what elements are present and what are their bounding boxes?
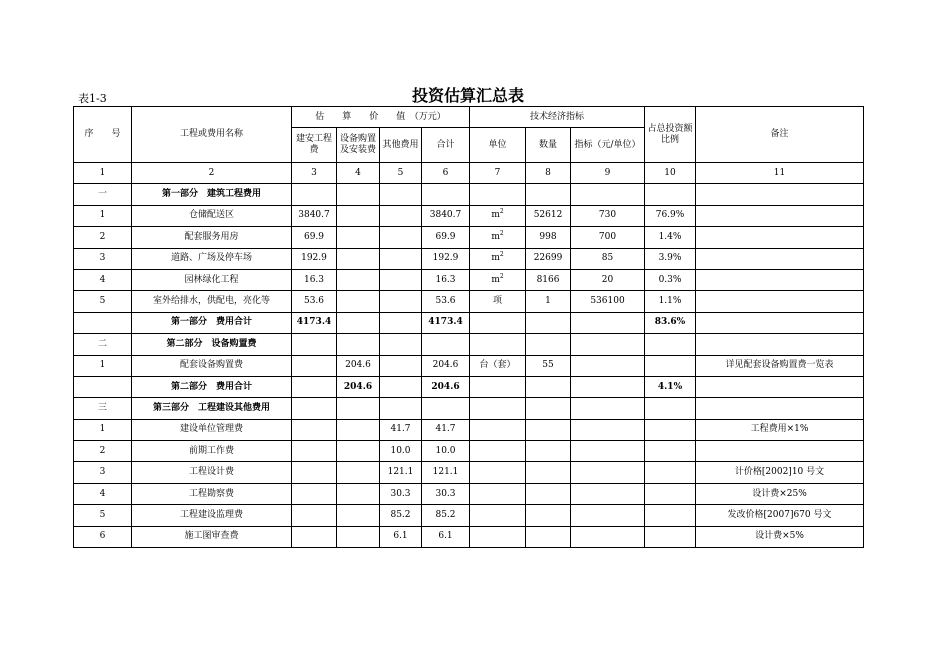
- table-row: [74, 227, 864, 248]
- cell-other-cost: 41.7: [380, 419, 422, 440]
- cell-index: [571, 184, 645, 205]
- cell-seq: 6: [74, 526, 132, 547]
- cell-construction-cost: [292, 184, 337, 205]
- cell-unit: [470, 441, 526, 462]
- table-row: [74, 441, 864, 462]
- cell-ratio: 76.9%: [645, 205, 696, 226]
- cell-name: 园林绿化工程: [132, 269, 292, 290]
- cell-total: 41.7: [422, 419, 470, 440]
- header-quantity: 数量: [526, 128, 571, 163]
- cell-equipment-cost: [337, 483, 380, 504]
- cell-index: [571, 483, 645, 504]
- cell-equipment-cost: [337, 526, 380, 547]
- cell-total: [422, 184, 470, 205]
- cell-name: 前期工作费: [132, 441, 292, 462]
- cell-name: 第二部分 费用合计: [132, 376, 292, 397]
- cell-unit: [470, 505, 526, 526]
- column-number: 8: [526, 163, 571, 184]
- cell-remark: [696, 269, 864, 290]
- header-unit: 单位: [470, 128, 526, 163]
- cell-equipment-cost: [337, 205, 380, 226]
- cell-remark: [696, 227, 864, 248]
- table-row: [74, 419, 864, 440]
- column-number: 6: [422, 163, 470, 184]
- cell-remark: [696, 291, 864, 312]
- table-row: [74, 398, 864, 419]
- cell-name: 第一部分 费用合计: [132, 312, 292, 333]
- cell-remark: [696, 184, 864, 205]
- cell-name: 第三部分 工程建设其他费用: [132, 398, 292, 419]
- cell-total: 16.3: [422, 269, 470, 290]
- cell-total: 30.3: [422, 483, 470, 504]
- cell-quantity: [526, 526, 571, 547]
- cell-other-cost: 10.0: [380, 441, 422, 462]
- column-number: 10: [645, 163, 696, 184]
- cell-name: 建设单位管理费: [132, 419, 292, 440]
- cell-total: 10.0: [422, 441, 470, 462]
- cell-equipment-cost: 204.6: [337, 376, 380, 397]
- cell-quantity: 1: [526, 291, 571, 312]
- cell-ratio: [645, 398, 696, 419]
- cell-other-cost: 6.1: [380, 526, 422, 547]
- cell-construction-cost: [292, 483, 337, 504]
- table-number: 表1-3: [78, 92, 107, 105]
- table-row: [74, 376, 864, 397]
- column-number: 1: [74, 163, 132, 184]
- table-row: [74, 483, 864, 504]
- cell-ratio: [645, 526, 696, 547]
- cell-remark: 计价格[2002]10 号文: [696, 462, 864, 483]
- cell-index: [571, 355, 645, 376]
- cell-ratio: [645, 184, 696, 205]
- header-equipment-cost: 设备购置及安装费: [337, 128, 380, 163]
- cell-unit: [470, 334, 526, 355]
- column-number: 3: [292, 163, 337, 184]
- cell-ratio: [645, 419, 696, 440]
- cell-ratio: [645, 462, 696, 483]
- cell-other-cost: 30.3: [380, 483, 422, 504]
- cell-remark: [696, 441, 864, 462]
- cell-name: 工程设计费: [132, 462, 292, 483]
- cell-name: 配套服务用房: [132, 227, 292, 248]
- cell-unit: [470, 526, 526, 547]
- cell-other-cost: [380, 248, 422, 269]
- cell-index: [571, 505, 645, 526]
- table-row: [74, 462, 864, 483]
- cell-remark: [696, 205, 864, 226]
- cell-unit: [470, 312, 526, 333]
- cell-total: [422, 398, 470, 419]
- cell-construction-cost: [292, 355, 337, 376]
- cell-index: [571, 334, 645, 355]
- cell-total: 53.6: [422, 291, 470, 312]
- cell-total: [422, 334, 470, 355]
- column-number: 11: [696, 163, 864, 184]
- cell-ratio: 1.1%: [645, 291, 696, 312]
- cell-remark: 详见配套设备购置费一览表: [696, 355, 864, 376]
- cell-seq: [74, 312, 132, 333]
- cell-construction-cost: 69.9: [292, 227, 337, 248]
- cell-index: 20: [571, 269, 645, 290]
- cell-quantity: 22699: [526, 248, 571, 269]
- cell-remark: 设计费×5%: [696, 526, 864, 547]
- cell-index: [571, 376, 645, 397]
- cell-seq: 3: [74, 462, 132, 483]
- cell-unit: 项: [470, 291, 526, 312]
- cell-total: 204.6: [422, 355, 470, 376]
- cell-quantity: [526, 441, 571, 462]
- cell-other-cost: [380, 376, 422, 397]
- cell-remark: 发改价格[2007]670 号文: [696, 505, 864, 526]
- cell-other-cost: [380, 184, 422, 205]
- column-number: 7: [470, 163, 526, 184]
- column-number-row: [74, 163, 864, 184]
- cell-unit: [470, 184, 526, 205]
- header-name: 工程或费用名称: [132, 107, 292, 163]
- cell-ratio: [645, 441, 696, 462]
- header-estimate-group: 估 算 价 值 （万元）: [292, 107, 470, 128]
- cell-quantity: 55: [526, 355, 571, 376]
- cell-seq: 二: [74, 334, 132, 355]
- cell-ratio: 0.3%: [645, 269, 696, 290]
- cell-seq: 一: [74, 184, 132, 205]
- cell-equipment-cost: [337, 291, 380, 312]
- cell-remark: [696, 312, 864, 333]
- table-row: [74, 291, 864, 312]
- table-row: [74, 312, 864, 333]
- cell-equipment-cost: [337, 227, 380, 248]
- cell-name: 室外给排水，供配电，亮化等: [132, 291, 292, 312]
- cell-ratio: 1.4%: [645, 227, 696, 248]
- cell-seq: 1: [74, 205, 132, 226]
- header-remark: 备注: [696, 107, 864, 163]
- cell-unit: $m^2$: [470, 269, 526, 290]
- cell-construction-cost: 53.6: [292, 291, 337, 312]
- cell-ratio: [645, 334, 696, 355]
- cell-name: 道路、广场及停车场: [132, 248, 292, 269]
- cell-quantity: [526, 398, 571, 419]
- cell-equipment-cost: [337, 248, 380, 269]
- cell-index: 730: [571, 205, 645, 226]
- page-title: 投资估算汇总表: [411, 86, 524, 105]
- cell-seq: 5: [74, 505, 132, 526]
- table-row: [74, 269, 864, 290]
- cell-other-cost: 121.1: [380, 462, 422, 483]
- cell-unit: [470, 419, 526, 440]
- cell-other-cost: 85.2: [380, 505, 422, 526]
- cell-quantity: [526, 483, 571, 504]
- table-row: [74, 334, 864, 355]
- table-row: [74, 355, 864, 376]
- cell-ratio: [645, 355, 696, 376]
- cell-name: 第二部分 设备购置费: [132, 334, 292, 355]
- cell-name: 第一部分 建筑工程费用: [132, 184, 292, 205]
- cell-construction-cost: 16.3: [292, 269, 337, 290]
- cell-quantity: 8166: [526, 269, 571, 290]
- cell-seq: [74, 376, 132, 397]
- cell-other-cost: [380, 312, 422, 333]
- cell-unit: [470, 376, 526, 397]
- cell-name: 工程建设监理费: [132, 505, 292, 526]
- cell-construction-cost: [292, 526, 337, 547]
- cell-equipment-cost: [337, 398, 380, 419]
- cell-index: 85: [571, 248, 645, 269]
- cell-construction-cost: [292, 398, 337, 419]
- cell-total: 6.1: [422, 526, 470, 547]
- cell-unit: [470, 462, 526, 483]
- cell-ratio: [645, 483, 696, 504]
- cell-remark: [696, 376, 864, 397]
- cell-name: 施工图审查费: [132, 526, 292, 547]
- cell-total: 121.1: [422, 462, 470, 483]
- cell-unit: [470, 483, 526, 504]
- cell-ratio: 4.1%: [645, 376, 696, 397]
- cell-construction-cost: 3840.7: [292, 205, 337, 226]
- table-row: [74, 526, 864, 547]
- cell-index: [571, 526, 645, 547]
- table-row: [74, 184, 864, 205]
- cell-seq: 2: [74, 441, 132, 462]
- cell-quantity: [526, 184, 571, 205]
- cell-name: 工程勘察费: [132, 483, 292, 504]
- cell-seq: 5: [74, 291, 132, 312]
- cell-quantity: 52612: [526, 205, 571, 226]
- cell-construction-cost: 192.9: [292, 248, 337, 269]
- column-number: 9: [571, 163, 645, 184]
- column-number: 5: [380, 163, 422, 184]
- cell-other-cost: [380, 355, 422, 376]
- cell-seq: 4: [74, 269, 132, 290]
- cell-construction-cost: [292, 334, 337, 355]
- table-row: [74, 505, 864, 526]
- cell-quantity: 998: [526, 227, 571, 248]
- cell-quantity: [526, 505, 571, 526]
- cell-seq: 4: [74, 483, 132, 504]
- cell-quantity: [526, 376, 571, 397]
- cell-total: 85.2: [422, 505, 470, 526]
- cell-total: 204.6: [422, 376, 470, 397]
- header-tech-group: 技术经济指标: [470, 107, 645, 128]
- cell-construction-cost: [292, 462, 337, 483]
- cell-remark: [696, 398, 864, 419]
- cell-seq: 2: [74, 227, 132, 248]
- cell-remark: 设计费×25%: [696, 483, 864, 504]
- header-index: 指标（元/单位）: [571, 128, 645, 163]
- cell-index: [571, 419, 645, 440]
- column-number: 4: [337, 163, 380, 184]
- cell-equipment-cost: [337, 505, 380, 526]
- cell-unit: 台（套）: [470, 355, 526, 376]
- cell-remark: [696, 248, 864, 269]
- cell-index: 536100: [571, 291, 645, 312]
- cell-quantity: [526, 334, 571, 355]
- table-row: [74, 248, 864, 269]
- cell-total: 192.9: [422, 248, 470, 269]
- cell-quantity: [526, 312, 571, 333]
- cell-equipment-cost: 204.6: [337, 355, 380, 376]
- cell-equipment-cost: [337, 441, 380, 462]
- cell-total: 3840.7: [422, 205, 470, 226]
- cell-ratio: 83.6%: [645, 312, 696, 333]
- cell-other-cost: [380, 205, 422, 226]
- cell-equipment-cost: [337, 184, 380, 205]
- cell-name: 仓储配送区: [132, 205, 292, 226]
- cell-construction-cost: [292, 419, 337, 440]
- cell-index: [571, 441, 645, 462]
- cell-name: 配套设备购置费: [132, 355, 292, 376]
- cell-unit: $m^2$: [470, 205, 526, 226]
- cell-equipment-cost: [337, 334, 380, 355]
- header-seq: 序 号: [74, 107, 132, 163]
- cell-construction-cost: [292, 376, 337, 397]
- cell-construction-cost: [292, 441, 337, 462]
- cell-quantity: [526, 419, 571, 440]
- cell-equipment-cost: [337, 462, 380, 483]
- cell-total: 4173.4: [422, 312, 470, 333]
- cell-remark: [696, 334, 864, 355]
- header-total: 合计: [422, 128, 470, 163]
- cell-seq: 三: [74, 398, 132, 419]
- cell-construction-cost: [292, 505, 337, 526]
- cell-seq: 1: [74, 355, 132, 376]
- cell-ratio: [645, 505, 696, 526]
- cell-quantity: [526, 462, 571, 483]
- cell-other-cost: [380, 398, 422, 419]
- cell-other-cost: [380, 291, 422, 312]
- cell-equipment-cost: [337, 269, 380, 290]
- cell-total: 69.9: [422, 227, 470, 248]
- cell-unit: $m^2$: [470, 248, 526, 269]
- table-row: [74, 205, 864, 226]
- cell-construction-cost: 4173.4: [292, 312, 337, 333]
- column-number: 2: [132, 163, 292, 184]
- cell-ratio: 3.9%: [645, 248, 696, 269]
- cell-unit: [470, 398, 526, 419]
- cell-equipment-cost: [337, 312, 380, 333]
- cell-unit: $m^2$: [470, 227, 526, 248]
- cell-index: 700: [571, 227, 645, 248]
- cell-equipment-cost: [337, 419, 380, 440]
- cell-index: [571, 398, 645, 419]
- cell-index: [571, 462, 645, 483]
- header-ratio: 占总投资额比例: [645, 107, 696, 163]
- cell-other-cost: [380, 227, 422, 248]
- header-other-cost: 其他费用: [380, 128, 422, 163]
- cell-seq: 1: [74, 419, 132, 440]
- cell-other-cost: [380, 334, 422, 355]
- cell-index: [571, 312, 645, 333]
- cell-remark: 工程费用×1%: [696, 419, 864, 440]
- investment-summary-table: [73, 106, 864, 548]
- cell-seq: 3: [74, 248, 132, 269]
- header-construction-cost: 建安工程费: [292, 128, 337, 163]
- cell-other-cost: [380, 269, 422, 290]
